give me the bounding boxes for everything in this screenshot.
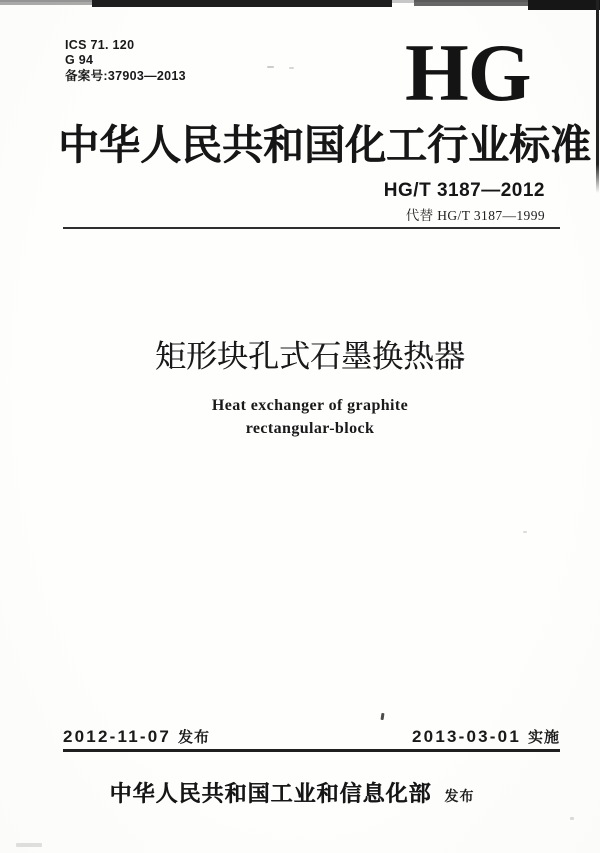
scan-top-band bbox=[392, 0, 414, 3]
implement-date-label: 实施 bbox=[527, 729, 560, 746]
issue-date-group bbox=[63, 726, 210, 747]
china-class-code: G 94 bbox=[65, 52, 94, 67]
document-title-zh: 矩形块孔式石墨换热器 bbox=[155, 339, 465, 374]
record-number: 备案号:37903—2013 bbox=[65, 69, 186, 83]
standard-type-heading: 中华人民共和国化工行业标准 bbox=[58, 122, 591, 168]
hg-standard-logo: HG bbox=[405, 27, 531, 118]
scan-right-edge-line bbox=[596, 0, 599, 193]
issue-date: 2012-11-07 bbox=[63, 727, 172, 746]
implement-date-group bbox=[412, 726, 560, 747]
classification-block bbox=[65, 38, 186, 84]
issuer-action-label: 发布 bbox=[444, 790, 475, 805]
scan-speck bbox=[289, 67, 294, 69]
scan-speck bbox=[570, 817, 574, 820]
ics-code: ICS 71. 120 bbox=[65, 38, 135, 52]
document-title-en-line2: rectangular-block bbox=[245, 420, 375, 437]
footer-rule bbox=[63, 749, 560, 752]
scan-speck bbox=[381, 713, 385, 720]
dates-row bbox=[63, 726, 560, 747]
scan-speck bbox=[16, 843, 42, 847]
header-rule bbox=[63, 227, 560, 229]
issue-date-label: 发布 bbox=[178, 729, 211, 746]
scan-top-band bbox=[528, 0, 600, 10]
standard-number: HG/T 3187—2012 bbox=[383, 180, 545, 201]
scan-top-band bbox=[92, 0, 392, 7]
scan-speck bbox=[523, 531, 527, 533]
scan-speck bbox=[267, 66, 274, 68]
implement-date: 2013-03-01 bbox=[412, 727, 521, 746]
document-title-en bbox=[0, 394, 600, 440]
issuing-ministry: 中华人民共和国工业和信息化部 bbox=[109, 781, 432, 806]
issuer-row bbox=[0, 777, 592, 808]
scan-top-band bbox=[414, 0, 528, 6]
scan-top-band bbox=[0, 0, 92, 5]
replaced-standard: 代替 HG/T 3187—1999 bbox=[405, 208, 545, 223]
document-title-en-line1: Heat exchanger of graphite bbox=[211, 397, 409, 414]
